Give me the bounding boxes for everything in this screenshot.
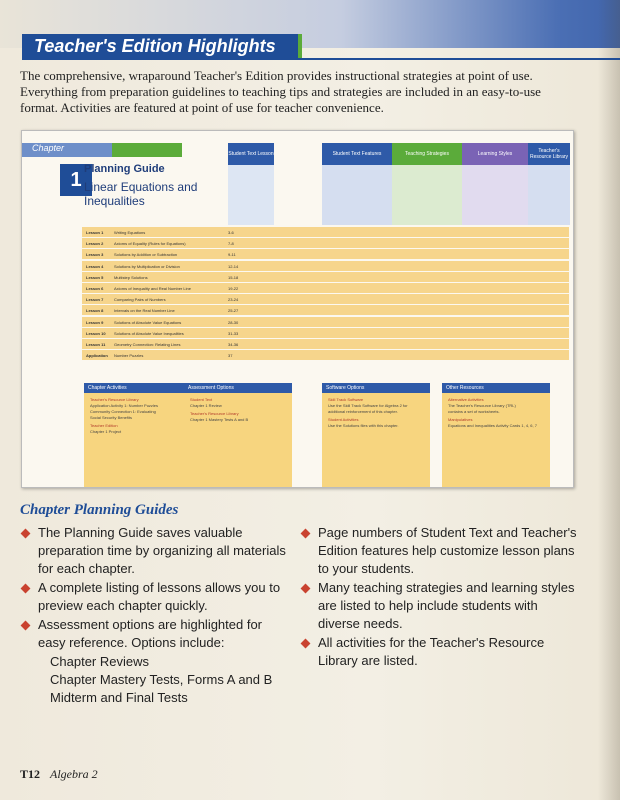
bullet-text: All activities for the Teacher's Resource Library are listed. [318,635,545,668]
lesson-pages: 28-30 [228,319,239,325]
lesson-number: Lesson 11 [86,342,106,347]
lesson-pages: 34-36 [228,342,239,347]
panel-line: Chapter 1 Project [90,429,122,434]
panel-line: Use the Skill Track Software for Algebra 2 for [328,403,408,408]
bullet-text: Assessment options are highlighted for easy reference. Options include: [38,617,263,650]
section-title: Chapter Planning Guides [20,502,179,518]
lesson-row [82,305,569,316]
header-stripe [228,165,274,225]
lesson-title: Writing Equations [114,230,146,235]
bullet-item [22,616,287,652]
diamond-bullet-icon [301,584,311,594]
page-edge-shadow [598,0,620,800]
panel-line: Equations and Inequalities Activity Cards 1, 4, 6, 7 [448,423,537,428]
lesson-pages: 31-33 [228,330,239,336]
panel-line: Teacher's Resource Library [90,397,139,402]
panel-assessment-options [184,383,292,487]
diamond-bullet-icon [301,639,311,649]
sub-item: Chapter Reviews [50,654,149,669]
panel-line: Application Activity 1: Number Puzzles [90,403,159,408]
header-stripe [392,165,462,225]
panel-title: Other Resources [442,383,550,393]
lesson-number: Lesson 10 [86,330,106,336]
planning-guide-title: Planning Guide [84,163,165,175]
lesson-number: Lesson 7 [86,297,104,303]
lesson-title: Multistep Solutions [114,274,148,280]
lesson-number: Lesson 6 [86,286,104,291]
lesson-title: Number Puzzles [114,353,144,359]
column-group-header: Teacher's Resource Library [528,143,570,165]
left-bullet-list [22,524,287,707]
bullet-item [22,524,287,578]
lesson-number: Lesson 3 [86,252,104,258]
panel-software-options [322,383,430,487]
bullet-text: The Planning Guide saves valuable preparation time by organizing all materials for each chapter. [38,525,286,576]
lesson-row [82,328,569,339]
lesson-number: Lesson 8 [86,308,104,314]
panel-line: Teacher's Resource Library [190,411,239,416]
column-group-header: Student Text Lesson [228,143,274,165]
lesson-row [82,294,569,305]
panel-line: Use the Solutions files with this chapter. [328,423,399,428]
header-stripe [322,165,392,225]
panel-title: Software Options [322,383,430,393]
diamond-bullet-icon [21,529,31,539]
lesson-pages: 7-8 [228,241,234,247]
diamond-bullet-icon [21,621,31,631]
bullet-item [302,634,577,670]
lesson-title: Axioms of Inequality and Real Number Line [114,286,191,291]
highlights-banner [22,34,302,60]
lesson-pages: 15-18 [228,274,239,280]
lesson-title: Solutions of Absolute Value Equations [114,319,182,325]
panel-other-resources [442,383,550,487]
bullet-item [22,579,287,615]
planning-guide-spread [21,130,574,488]
lesson-row [82,339,569,350]
intro-paragraph: The comprehensive, wraparound Teacher's Edition provides instructional strategies at point of use. Everything from preparation guidelines to teaching tips and strategies are included in an easy-to-use format. Activities are featured at point of use for teacher convenience. [20,68,541,115]
panel-line: contains a set of worksheets. [448,409,500,414]
lesson-row [82,317,569,328]
bullet-item [302,579,577,633]
lesson-number: Lesson 2 [86,241,104,247]
lesson-title: Solutions by Addition or Subtraction [114,252,178,258]
panel-line: Social Security Benefits [90,415,133,420]
panel-title: Chapter Activities [84,383,192,393]
chapter-tab-accent [112,143,182,157]
page-title: Teacher's Edition Highlights [34,36,276,56]
panel-line: Manipulatives [448,417,473,422]
lesson-row [82,261,569,272]
lesson-pages: 9-11 [228,252,236,258]
panel-line: Student Activities [328,417,359,422]
lesson-title: Solutions of Absolute Value Inequalities [114,330,184,336]
lesson-row [82,283,569,294]
bullet-item [302,524,577,578]
panel-line: Community Connection 1: Evaluating [90,409,156,414]
lesson-pages: 12-14 [228,263,239,269]
lesson-number: Lesson 4 [86,263,104,269]
column-group-header: Student Text Features [322,143,392,165]
lesson-pages: 3-6 [228,230,234,235]
banner-rule [298,58,620,60]
panel-line: Chapter 1 Review [190,403,222,408]
panel-line: Student Text [190,397,213,402]
lesson-pages: 23-24 [228,297,239,303]
book-title: Algebra 2 [50,767,98,781]
panel-line: Skill Track Software [328,397,364,402]
panel-line: additional reinforcement of this chapter. [328,409,398,414]
page-number: T12 [20,767,41,781]
header-stripe [462,165,528,225]
lesson-title: Axioms of Equality (Rules for Equations) [114,241,186,247]
chapter-tab-label: Chapter [32,143,65,153]
lesson-pages: 19-22 [228,286,239,291]
panel-line: Alternative Activities [448,397,484,402]
panel-title: Assessment Options [184,383,292,393]
panel-line: The Teacher's Resource Library (TRL) [448,403,516,408]
lesson-pages: 37 [228,353,233,359]
lesson-number: Lesson 9 [86,319,104,325]
lesson-row [82,238,569,249]
lesson-title: Comparing Pairs of Numbers [114,297,166,303]
lesson-row [82,272,569,283]
header-stripe [528,165,570,225]
lesson-title: Geometry Connection: Relating Lines [114,342,181,347]
chapter-number-badge: 1 [60,164,92,196]
lesson-row [82,249,569,260]
lesson-row [82,227,569,238]
lesson-pages: 25-27 [228,308,239,314]
panel-line: Chapter 1 Mastery Tests A and B [190,417,249,422]
column-group-header: Teaching Strategies [392,143,462,165]
sub-item: Chapter Mastery Tests, Forms A and B [50,672,273,687]
chapter-title: Linear Equations and Inequalities [84,180,198,208]
lesson-title: Solutions by Multiplication or Division [114,263,180,269]
page-footer [20,767,98,782]
lesson-number: Lesson 5 [86,274,104,280]
diamond-bullet-icon [301,529,311,539]
sub-item: Midterm and Final Tests [50,690,188,705]
panel-line: Teacher Edition [90,423,118,428]
column-group-header: Learning Styles [462,143,528,165]
lesson-title: Intervals on the Real Number Line [114,308,175,314]
lesson-number: Lesson 1 [86,230,104,235]
diamond-bullet-icon [21,584,31,594]
bullet-text: Page numbers of Student Text and Teacher's Edition features help customize lesson plans to your students. [318,525,577,576]
lesson-number: Application [86,353,108,359]
lesson-row [82,350,569,361]
bullet-text: Many teaching strategies and learning styles are listed to help include students with diverse needs. [318,580,575,631]
bullet-text: A complete listing of lessons allows you to preview each chapter quickly. [38,580,281,613]
panel-chapter-activities [84,383,192,487]
right-bullet-list [302,524,577,671]
